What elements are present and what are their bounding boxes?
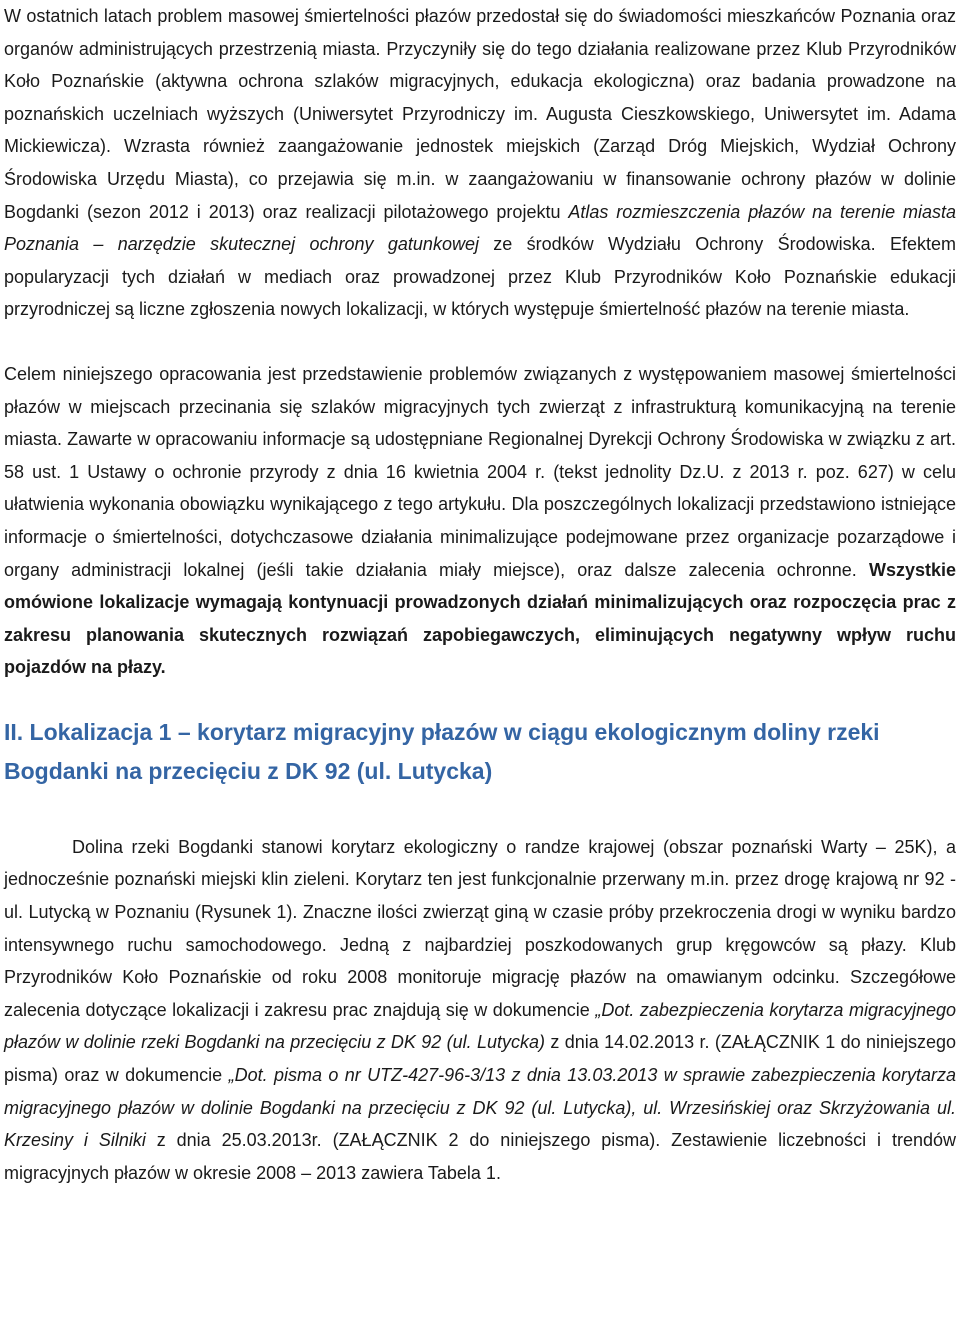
paragraph-intro — [4, 0, 956, 326]
paragraph-intro-text-2: ze środków Wydziału Ochrony Środowiska. Efektem popularyzacji tych działań w mediach oraz prowadzonej przez Klub Przyrodników Koło Poznańskie edukacji przyrodniczej są liczne zgłoszenia nowych lokalizacji, w których występuje śmiertelność płazów na terenie miasta. — [4, 234, 957, 320]
paragraph-location-1-text-1: Dolina rzeki Bogdanki stanowi korytarz ekologiczny o randze krajowej (obszar poznański Warty – 25K), a jednocześnie poznański miejski klin zieleni. Korytarz ten jest funkcjonalnie przerwany m.in. przez drogę krajową nr 92 - ul. Lutycką w Poznaniu (Rysunek 1). Znaczne ilości zwierząt giną w czasie próby przekroczenia drogi w wyniku bardzo intensywnego ruchu samochodowego. Jedną z najbardziej poszkodowanych grup kręgowców są płazy. Klub Przyrodników Koło Poznańskie od roku 2008 monitoruje migrację płazów na omawianym odcinku. Szczegółowe zalecenia dotyczące lokalizacji i zakresu prac znajdują się w dokumencie — [4, 836, 956, 1020]
paragraph-intro-text-1: W ostatnich latach problem masowej śmiertelności płazów przedostał się do świadomości mieszkańców Poznania oraz organów administrujących przestrzenią miasta. Przyczyniły się do tego działania realizowane przez Klub Przyrodników Koło Poznańskie (aktywna ochrona szlaków migracyjnych, edukacja ekologiczna) oraz badania prowadzone na poznańskich uczelniach wyższych (Uniwersytet Przyrodniczy im. Augusta Cieszkowskiego, Uniwersytet im. Adama Mickiewicza). Wzrasta również zaangażowanie jednostek miejskich (Zarząd Dróg Miejskich, Wydział Ochrony Środowiska Urzędu Miasta), co przejawia się m.in. w zaangażowaniu w finansowanie ochrony płazów w dolinie Bogdanki (sezon 2012 i 2013) oraz realizacji pilotażowego projektu — [4, 6, 956, 222]
paragraph-purpose-emphasis: Wszystkie omówione lokalizacje wymagają kontynuacji prowadzonych działań minimalizujących oraz rozpoczęcia prac z zakresu planowania skutecznych rozwiązań zapobiegawczych, eliminujących negatywny wpływ ruchu pojazdów na płazy. — [4, 559, 956, 678]
paragraph-intro-project-title: Atlas rozmieszczenia płazów na terenie miasta Poznania – narzędzie skutecznej ochrony gatunkowej — [4, 201, 956, 255]
paragraph-purpose — [4, 358, 956, 684]
paragraph-location-1-document-title-2: „Dot. pisma o nr UTZ-427-96-3/13 z dnia 13.03.2013 w sprawie zabezpieczenia korytarza migracyjnego płazów w dolinie Bogdanki na przecięciu z DK 92 (ul. Lutycka), ul. Wrzesińskiej oraz Skrzyżowania ul. Krzesiny i Silniki — [4, 1065, 956, 1151]
section-heading: II. Lokalizacja 1 – korytarz migracyjny płazów w ciągu ekologicznym doliny rzeki Bogdanki na przecięciu z DK 92 (ul. Lutycka) — [4, 718, 880, 784]
paragraph-location-1-text-3: z dnia 25.03.2013r. (ZAŁĄCZNIK 2 do niniejszego pisma). Zestawienie liczebności i trendów migracyjnych płazów w okresie 2008 – 2013 zawiera Tabela 1. — [4, 1130, 956, 1183]
paragraph-location-1-document-title-1: „Dot. zabezpieczenia korytarza migracyjnego płazów w dolinie rzeki Bogdanki na przecięciu z DK 92 (ul. Lutycka) — [4, 999, 957, 1053]
paragraph-location-1 — [4, 831, 956, 1190]
paragraph-location-1-text-2: z dnia 14.02.2013 r. (ZAŁĄCZNIK 1 do niniejszego pisma) oraz w dokumencie — [4, 1032, 957, 1086]
paragraph-purpose-text: Celem niniejszego opracowania jest przedstawienie problemów związanych z występowaniem masowej śmiertelności płazów w miejscach przecinania się szlaków migracyjnych tych zwierząt z infrastrukturą komunikacyjną na terenie miasta. Zawarte w opracowaniu informacje są udostępniane Regionalnej Dyrekcji Ochrony Środowiska w związku z art. 58 ust. 1 Ustawy o ochronie przyrody z dnia 16 kwietnia 2004 r. (tekst jednolity Dz.U. z 2013 r. poz. 627) w celu ułatwienia wykonania obowiązku wynikającego z tego artykułu. Dla poszczególnych lokalizacji przedstawiono istniejące informacje o śmiertelności, dotychczasowe działania minimalizujące podejmowane przez organizacje pozarządowe i organy administracji lokalnej (jeśli takie działania miały miejsce), oraz dalsze zalecenia ochronne. — [4, 363, 956, 580]
